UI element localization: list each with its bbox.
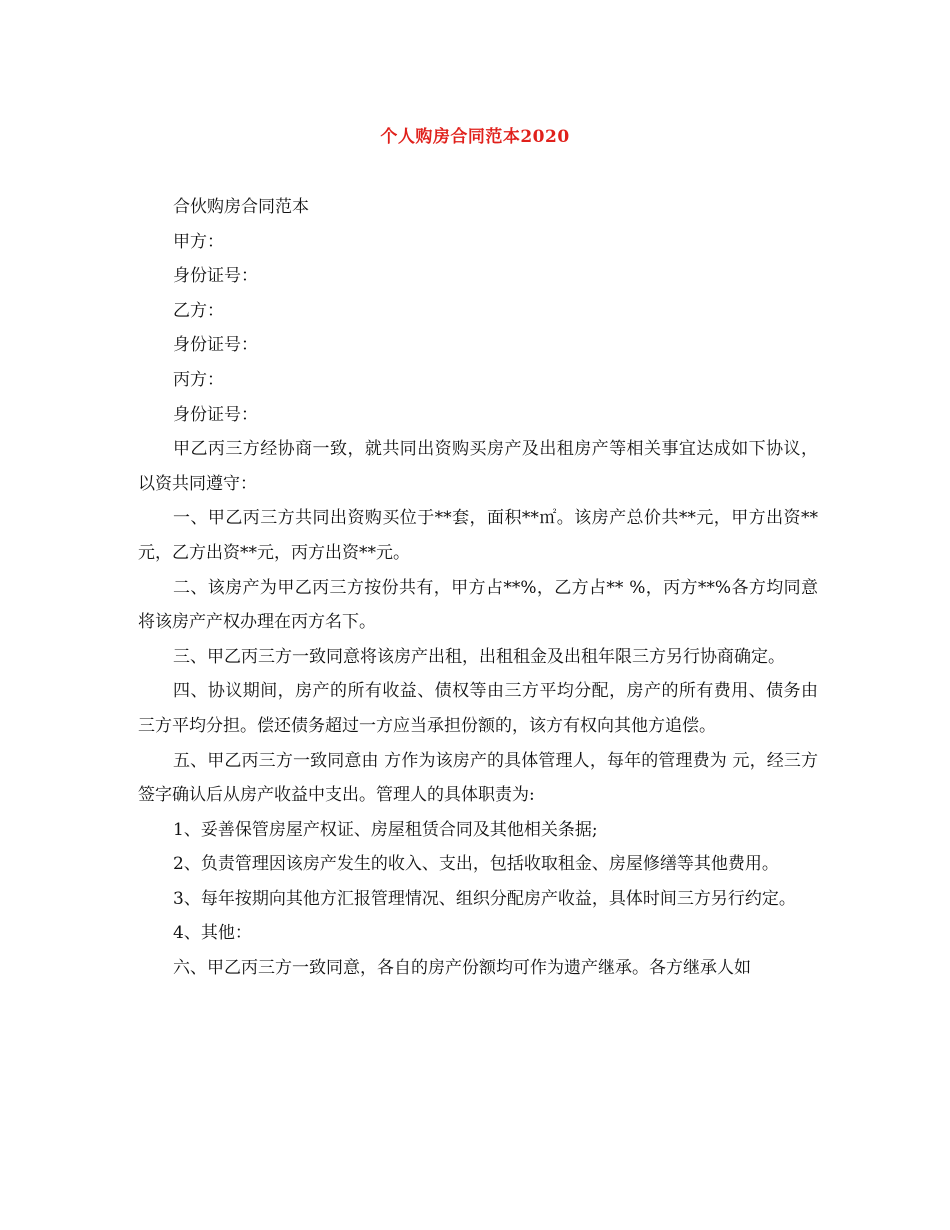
clause-5-item-2: 2、负责管理因该房产发生的收入、支出，包括收取租金、房屋修缮等其他费用。 — [173, 854, 779, 875]
paragraph-heading: 合伙购房合同范本 — [173, 197, 309, 217]
clause-5-item-1: 1、妥善保管房屋产权证、房屋租赁合同及其他相关条据; — [173, 819, 598, 840]
clause-1: 一、甲乙丙三方共同出资购买位于**套，面积**㎡。该房产总价共**元，甲方出资**元，乙方出资**元，丙方出资**元。 — [138, 508, 818, 563]
party-c-label: 丙方： — [173, 369, 224, 390]
party-c-id-label: 身份证号： — [173, 404, 258, 425]
clause-3: 三、甲乙丙三方一致同意将该房产出租，出租租金及出租年限三方另行协商确定。 — [173, 646, 785, 667]
document-body — [138, 190, 818, 986]
clause-5-item-4: 4、其他： — [173, 923, 252, 944]
clause-5-item-3: 3、每年按期向其他方汇报管理情况、组织分配房产收益，具体时间三方另行约定。 — [173, 888, 796, 909]
party-a-label: 甲方： — [173, 231, 224, 252]
clause-5: 五、甲乙丙三方一致同意由 方作为该房产的具体管理人，每年的管理费为 元，经三方签字确认后从房产收益中支出。管理人的具体职责为: — [138, 750, 818, 806]
paragraph-intro: 甲乙丙三方经协商一致，就共同出资购买房产及出租房产等相关事宜达成如下协议，以资共同遵守： — [138, 439, 818, 494]
clause-2: 二、该房产为甲乙丙三方按份共有，甲方占**%，乙方占** %，丙方**%各方均同意将该房产产权办理在丙方名下。 — [138, 577, 818, 633]
party-b-label: 乙方： — [173, 300, 224, 321]
clause-4: 四、协议期间，房产的所有收益、债权等由三方平均分配，房产的所有费用、债务由三方平均分担。偿还债务超过一方应当承担份额的，该方有权向其他方追偿。 — [138, 681, 818, 736]
party-a-id-label: 身份证号： — [173, 266, 258, 287]
clause-6: 六、甲乙丙三方一致同意，各自的房产份额均可作为遗产继承。各方继承人如 — [173, 958, 751, 979]
party-b-id-label: 身份证号： — [173, 335, 258, 356]
document-title: 个人购房合同范本2020 — [380, 127, 570, 147]
